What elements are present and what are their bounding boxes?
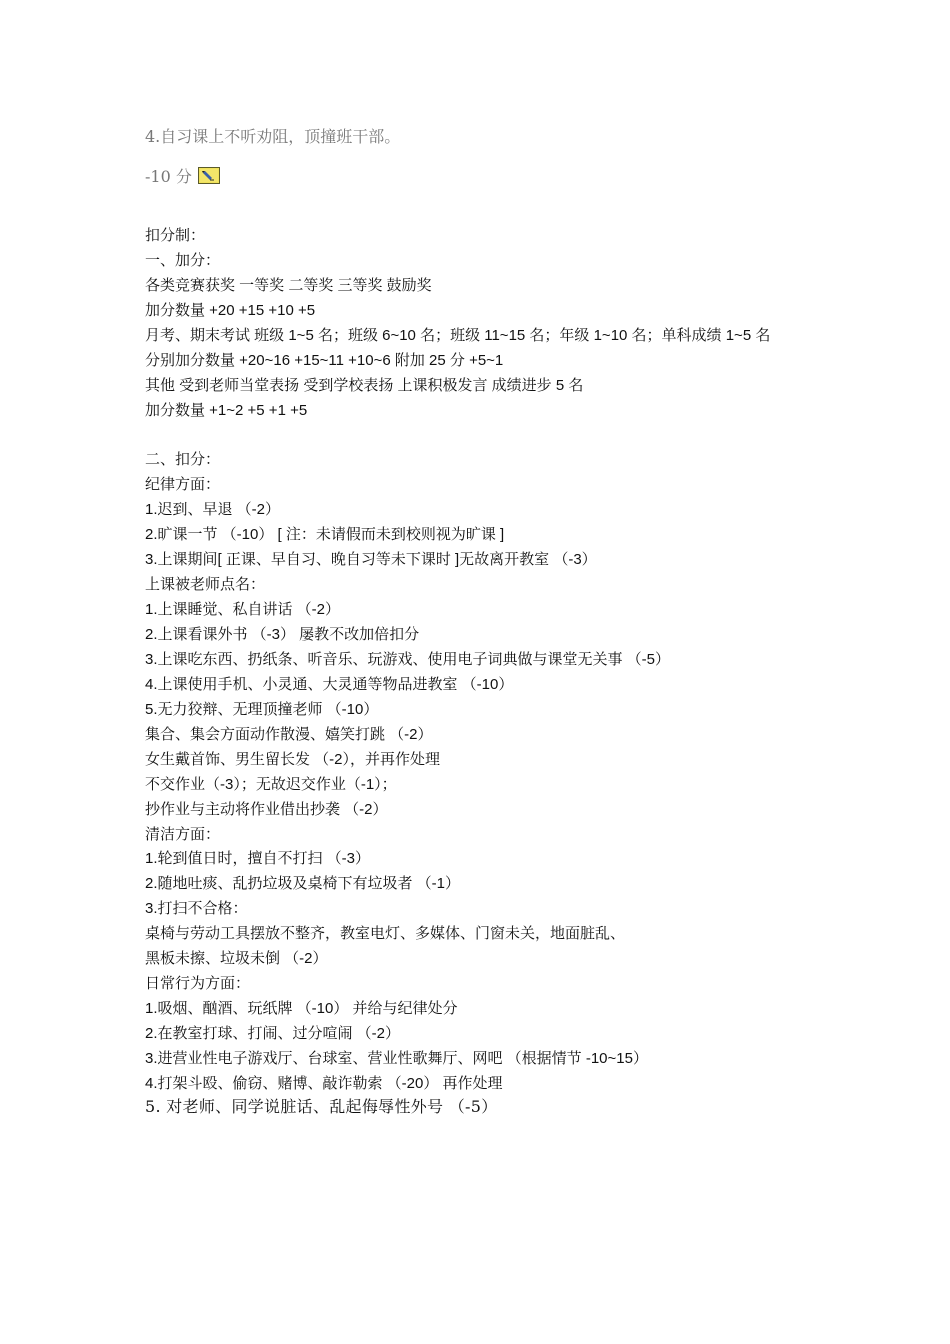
rule-item: 3.打扫不合格： [145, 900, 248, 918]
rule-item: 不交作业（-3）；无故迟交作业（-1）； [145, 775, 397, 793]
rule-item: 3.进营业性电子游戏厅、台球室、营业性歌舞厅、网吧 （根据情节 -10~15） [145, 1049, 648, 1067]
heading-cleaning: 清洁方面： [145, 825, 221, 843]
rule-item: 1.迟到、早退 （-2） [145, 501, 281, 519]
rule-item: 2.在教室打球、打闹、过分喧闹 （-2） [145, 1025, 401, 1042]
text-line: 其他 受到老师当堂表扬 受到学校表扬 上课积极发言 成绩进步 5 名 [145, 376, 584, 394]
rule-item: 1.吸烟、酗酒、玩纸牌 （-10） 并给与纪律处分 [145, 1000, 458, 1018]
rule-item: 3.上课期间[ 正课、早自习、晚自习等未下课时 ]无故离开教室 （-3） [145, 551, 597, 569]
text-line: 分别加分数量 +20~16 +15~11 +10~6 附加 25 分 +5~1 [145, 351, 504, 369]
score-text: -10 分 [145, 167, 192, 186]
heading-bonus: 一、加分： [145, 251, 221, 269]
item-4-text: 4.自习课上不听劝阻，顶撞班干部。 [145, 127, 401, 146]
rule-item: 黑板未擦、垃圾未倒 （-2） [145, 950, 328, 968]
rule-item: 3.上课吃东西、扔纸条、听音乐、玩游戏、使用电子词典做与课堂无关事 （-5） [145, 650, 671, 668]
score-line [145, 164, 220, 187]
rule-item: 5.无力狡辩、无理顶撞老师 （-10） [145, 700, 379, 718]
text-line: 各类竞赛获奖 一等奖 二等奖 三等奖 鼓励奖 [145, 276, 432, 294]
rule-item: 1.轮到值日时，擅自不打扫 （-3） [145, 850, 371, 868]
subheading-called-out: 上课被老师点名： [145, 576, 266, 594]
rule-item: 4.打架斗殴、偷窃、赌博、敲诈勒索 （-20） 再作处理 [145, 1074, 503, 1092]
blank-line [145, 424, 845, 449]
rule-item: 4.上课使用手机、小灵通、大灵通等物品进教室 （-10） [145, 675, 514, 693]
rule-item: 2.随地吐痰、乱扔垃圾及桌椅下有垃圾者 （-1） [145, 875, 461, 893]
heading-daily-behavior: 日常行为方面： [145, 975, 251, 993]
text-line: 月考、期末考试 班级 1~5 名；班级 6~10 名；班级 11~15 名；年级 1~10 名；单科成绩 1~5 名 [145, 326, 771, 344]
text-line: 加分数量 +20 +15 +10 +5 [145, 301, 316, 319]
rules-content [145, 224, 845, 1097]
rule-item: 2.旷课一节 （-10） [ 注：未请假而未到校则视为旷课 ] [145, 526, 505, 544]
rule-item: 抄作业与主动将作业借出抄袭 （-2） [145, 800, 388, 818]
rule-item: 女生戴首饰、男生留长发 （-2），并再作处理 [145, 750, 441, 768]
rule-item: 集合、集会方面动作散漫、嬉笑打跳 （-2） [145, 725, 433, 743]
heading-deduction-system: 扣分制： [145, 227, 206, 244]
rule-item: 1.上课睡觉、私自讲话 （-2） [145, 601, 341, 619]
rule-item: 2.上课看课外书 （-3） 屡教不改加倍扣分 [145, 626, 420, 643]
rule-item-last: 5. 对老师、同学说脏话、乱起侮辱性外号 （-5） [145, 1097, 498, 1116]
heading-deduction: 二、扣分： [145, 451, 221, 469]
pen-note-icon [198, 167, 220, 184]
text-line: 加分数量 +1~2 +5 +1 +5 [145, 401, 308, 419]
rule-item: 桌椅与劳动工具摆放不整齐，教室电灯、多媒体、门窗未关，地面脏乱、 [145, 925, 626, 943]
heading-discipline: 纪律方面： [145, 476, 221, 494]
